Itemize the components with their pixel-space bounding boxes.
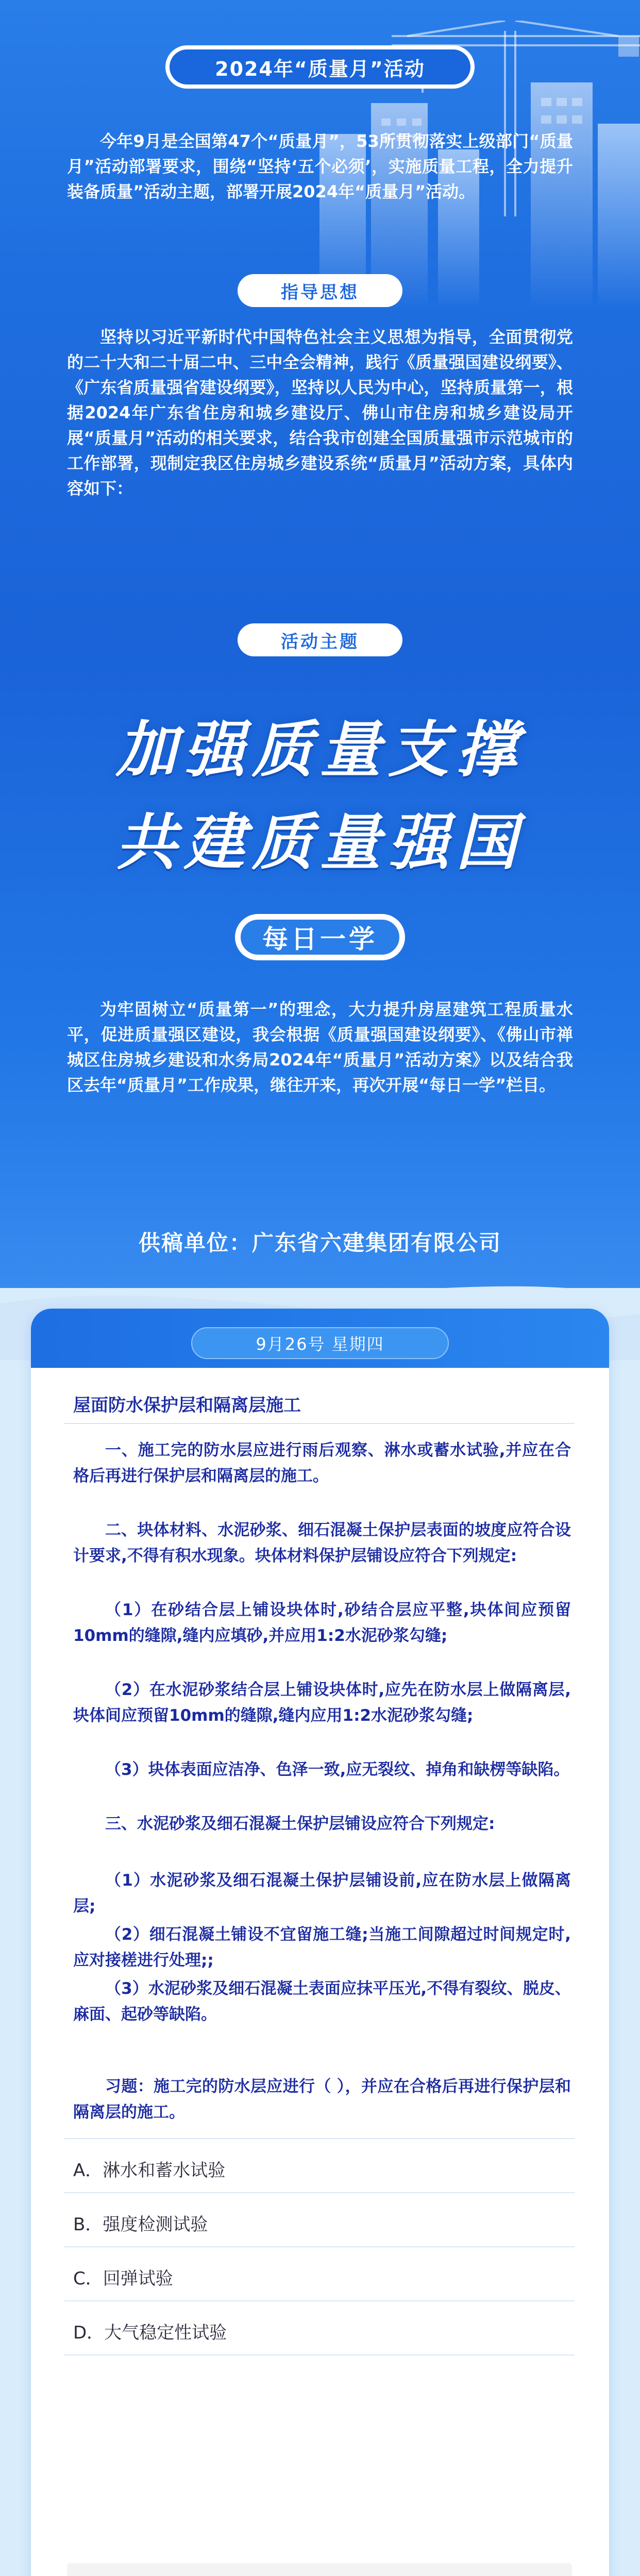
supplier-line: 供稿单位：广东省六建集团有限公司 (138, 1230, 501, 1256)
date-badge: 9月26号 星期四 (191, 1327, 449, 1359)
rule-2-item-1: （1）在砂结合层上铺设块体时,砂结合层应平整,块体间应预留10mm的缝隙,缝内应填砂,并应用1:2水泥砂浆勾缝; (73, 1601, 571, 1645)
exercise-question: 习题：施工完的防水层应进行（ ），并应在合格后再进行保护层和隔离层的施工。 (73, 2077, 571, 2122)
slogan-line-2: 共建质量强国 (115, 806, 524, 878)
option-divider (64, 2192, 575, 2193)
rule-1: 一、施工完的防水层应进行雨后观察、淋水或蓄水试验,并应在合格后再进行保护层和隔离层的施工。 (73, 1441, 571, 1485)
analysis-title (82, 2573, 562, 2576)
intro-paragraph: 今年9月是全国第47个“质量月”，53所贯彻落实上级部门“质量月”活动部署要求，围绕“坚持‘五个必须’，实施质量工程，全力提升装备质量”活动主题，部署开展2024年“质量月”活动。 (67, 131, 573, 201)
rule-2-item-3: （3）块体表面应洁净、色泽一致,应无裂纹、掉角和缺楞等缺陷。 (105, 1760, 570, 1779)
option-divider (64, 2300, 575, 2301)
option-divider (64, 2354, 575, 2355)
rule-3-item-1: （1）水泥砂浆及细石混凝土保护层铺设前,应在防水层上做隔离层; (73, 1871, 571, 1916)
option-divider (64, 2138, 575, 2139)
rule-3: 三、水泥砂浆及细石混凝土保护层铺设应符合下列规定: (105, 1815, 495, 1833)
activity-theme-label: 活动主题 (238, 623, 402, 656)
topic-divider (64, 1423, 575, 1424)
rule-3-item-3: （3）水泥砂浆及细石混凝土表面应抹平压光,不得有裂纹、脱皮、麻面、起砂等缺陷。 (73, 1979, 571, 2024)
header-title: 2024年“质量月”活动 (170, 49, 470, 84)
daily-study-paragraph: 为牢固树立“质量第一”的理念，大力提升房屋建筑工程质量水平，促进质量强区建设，我会根据《质量强国建设纲要》、《佛山市禅城区住房城乡建设和水务局2024年“质量月”活动方案》以及结合我区去年“质量月”工作成果，继往开来，再次开展“每日一学”栏目。 (67, 999, 573, 1095)
option-c[interactable]: C．回弹试验 (73, 2268, 173, 2289)
option-a[interactable]: A．淋水和蓄水试验 (73, 2160, 226, 2181)
rule-2-item-2: （2）在水泥砂浆结合层上铺设块体时,应先在防水层上做隔离层,块体间应预留10mm的缝隙,缝内应用1:2水泥砂浆勾缝; (73, 1681, 571, 1725)
topic-title: 屋面防水保护层和隔离层施工 (73, 1395, 301, 1416)
option-d[interactable]: D．大气稳定性试验 (73, 2323, 227, 2343)
daily-study-label: 每日一学 (239, 918, 401, 956)
rule-2: 二、块体材料、水泥砂浆、细石混凝土保护层表面的坡度应符合设计要求,不得有积水现象。块体材料保护层铺设应符合下列规定: (73, 1521, 571, 1565)
option-b[interactable]: B．强度检测试验 (73, 2214, 208, 2235)
guiding-thought-paragraph: 坚持以习近平新时代中国特色社会主义思想为指导，全面贯彻党的二十大和二十届二中、三中全会精神，践行《质量强国建设纲要》、《广东省质量强省建设纲要》，坚持以人民为中心，坚持质量第一，根据2024年广东省住房和城乡建设厅、佛山市住房和城乡建设局开展“质量月”活动的相关要求，结合我市创建全国质量强市示范城市的工作部署，现制定我区住房城乡建设系统“质量月”活动方案，具体内容如下： (67, 327, 573, 498)
rule-3-item-2: （2）细石混凝土铺设不宜留施工缝;当施工间隙超过时间规定时,应对接槎进行处理;; (73, 1925, 571, 1970)
guiding-thought-label: 指导思想 (238, 274, 402, 307)
option-divider (64, 2246, 575, 2247)
slogan-line-1: 加强质量支撑 (115, 714, 524, 785)
